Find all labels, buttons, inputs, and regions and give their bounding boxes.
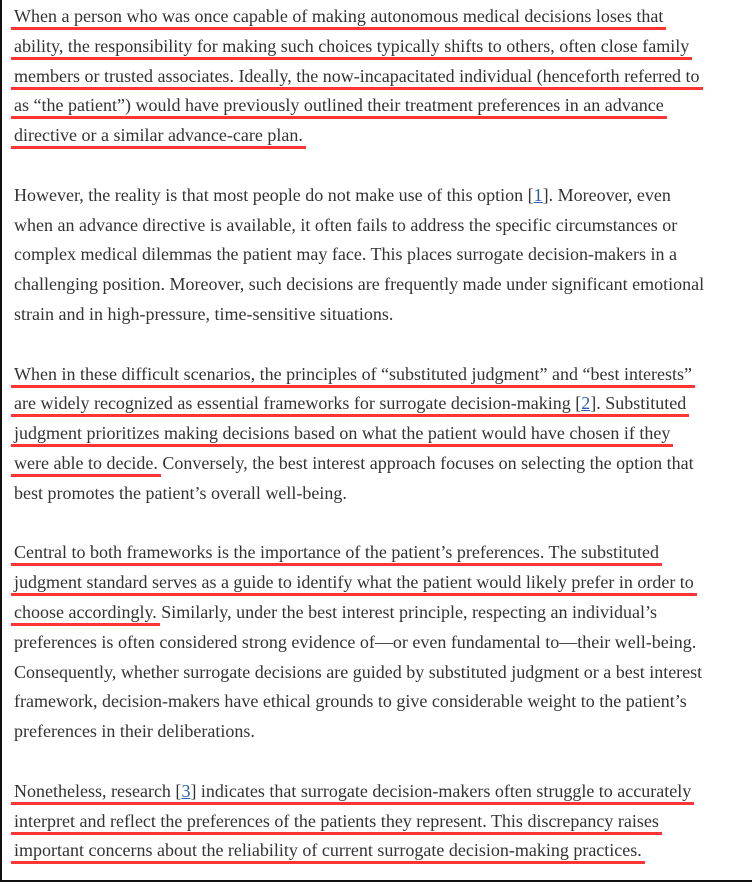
highlighted-text: are widely recognized as essential frameworks for surrogate decision-making [	[11, 393, 584, 417]
text-line	[14, 270, 752, 300]
text-line	[14, 419, 752, 449]
text-segment: strain and in high-pressure, time-sensitive situations.	[14, 303, 394, 324]
paragraph	[14, 2, 752, 151]
highlighted-text: as “the patient”) would have previously outlined their treatment preferences in an advance	[11, 95, 667, 119]
highlighted-text: Central to both frameworks is the importance of the patient’s preferences. The substituted	[11, 542, 662, 566]
highlighted-text: judgment prioritizes making decisions based on what the patient would have chosen if they	[11, 423, 673, 447]
text-line	[14, 449, 752, 479]
highlighted-text: Nonetheless, research [	[11, 781, 184, 805]
highlighted-text: members or trusted associates. Ideally, the now-incapacitated individual (henceforth referred to	[11, 66, 703, 90]
text-line	[14, 598, 752, 628]
text-segment: best promotes the patient’s overall well-being.	[14, 482, 347, 503]
text-line	[14, 538, 752, 568]
text-line	[14, 717, 752, 747]
highlighted-text: ] indicates that surrogate decision-makers often struggle to accurately	[187, 781, 694, 805]
text-line	[14, 240, 752, 270]
text-line	[14, 32, 752, 62]
paragraph	[14, 777, 752, 866]
text-segment: Conversely, the best interest approach focuses on selecting the option that	[157, 452, 694, 473]
highlighted-text: When a person who was once capable of making autonomous medical decisions loses that	[11, 6, 666, 30]
text-line	[14, 62, 752, 92]
text-line	[14, 777, 752, 807]
text-segment: ]. Moreover, even	[542, 184, 671, 205]
text-line	[14, 628, 752, 658]
text-segment: Consequently, whether surrogate decisions are guided by substituted judgment or a best interest	[14, 661, 703, 682]
highlighted-text: ]. Substituted	[587, 393, 689, 417]
text-line	[14, 360, 752, 390]
highlighted-text: judgment standard serves as a guide to identify what the patient would likely prefer in order to	[11, 572, 697, 596]
paragraph	[14, 360, 752, 509]
text-line	[14, 836, 752, 866]
text-line	[14, 211, 752, 241]
text-line	[14, 91, 752, 121]
text-line	[14, 687, 752, 717]
citation-link[interactable]: 3	[178, 781, 193, 805]
highlighted-text: were able to decide.	[11, 453, 161, 477]
text-line	[14, 389, 752, 419]
text-line	[14, 181, 752, 211]
text-line	[14, 2, 752, 32]
text-segment: preferences in their deliberations.	[14, 721, 255, 742]
paragraph	[14, 181, 752, 330]
highlighted-text: interpret and reflect the preferences of the patients they represent. This discrepancy raises	[11, 811, 662, 835]
text-segment: Similarly, under the best interest principle, respecting an individual’s	[156, 601, 657, 622]
text-segment: complex medical dilemmas the patient may face. This places surrogate decision-makers in a	[14, 244, 677, 265]
text-segment: challenging position. Moreover, such decisions are frequently made under significant emotional	[14, 274, 705, 295]
text-segment: framework, decision-makers have ethical grounds to give considerable weight to the patient’s	[14, 691, 687, 712]
text-line	[14, 568, 752, 598]
highlighted-text: choose accordingly.	[11, 602, 160, 626]
text-line	[14, 658, 752, 688]
citation-link[interactable]: 1	[533, 184, 543, 205]
text-segment: when an advance directive is available, it often fails to address the specific circumstances or	[14, 214, 678, 235]
text-segment: However, the reality is that most people do not make use of this option [	[14, 184, 534, 205]
paragraph	[14, 538, 752, 747]
highlighted-text: important concerns about the reliability of current surrogate decision-making practices.	[11, 840, 645, 864]
text-line	[14, 479, 752, 509]
highlighted-text: When in these difficult scenarios, the principles of “substituted judgment” and “best interests”	[11, 364, 695, 388]
text-line	[14, 300, 752, 330]
text-line	[14, 807, 752, 837]
text-line	[14, 121, 752, 151]
citation-link[interactable]: 2	[578, 393, 593, 417]
highlighted-text: directive or a similar advance-care plan.	[11, 125, 306, 149]
highlighted-text: ability, the responsibility for making such choices typically shifts to others, often close family	[11, 36, 692, 60]
text-segment: preferences is often considered strong evidence of—or even fundamental to—their well-being.	[14, 631, 697, 652]
document-body	[14, 2, 752, 896]
